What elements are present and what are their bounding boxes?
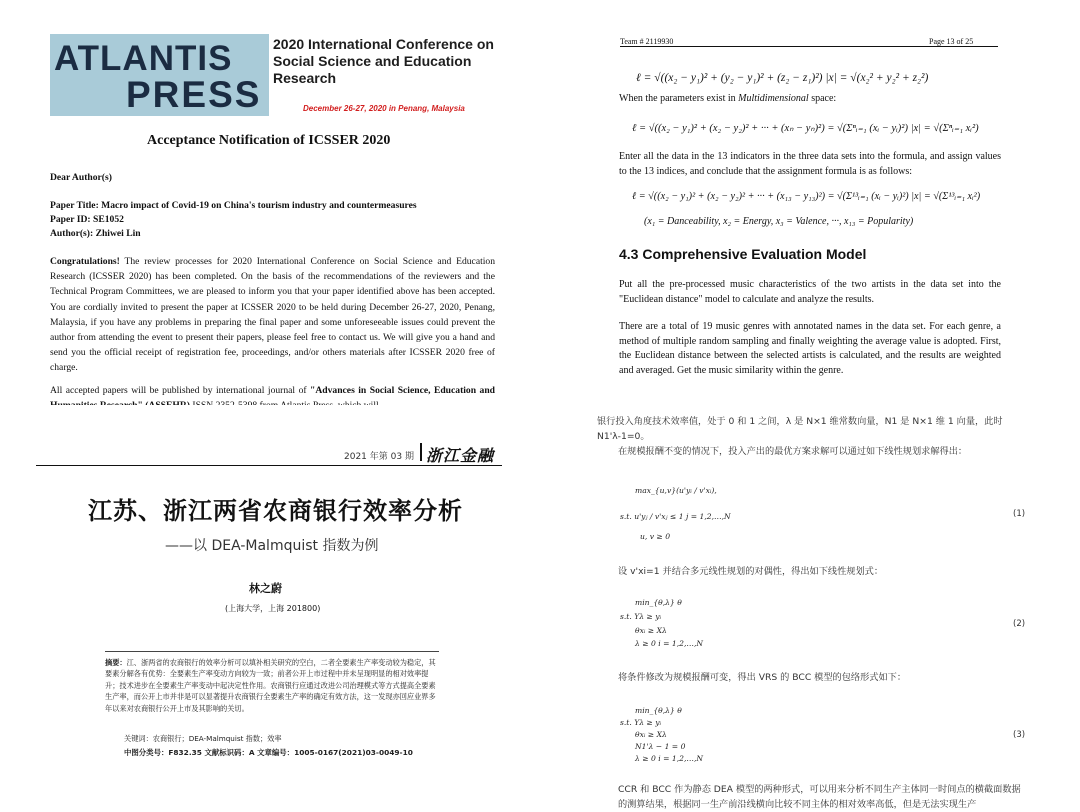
atlantis-press-logo [50, 34, 269, 116]
paper-id: Paper ID: SE1052 [50, 214, 124, 225]
team-number: Team # 2119930 [620, 37, 674, 46]
equation-ndim-distance: ℓ = √((x₂ − y₁)² + (x₂ − y₂)² + ··· + (xₙ − yₙ)²) = √(Σⁿᵢ₌₁ (xᵢ − yᵢ)²) |x| = √(Σⁿᵢ₌₁ xᵢ²) [632, 123, 979, 134]
body-text: The review processes for 2020 International Conference on Social Science and Education Research (ICSSER 2020) has been completed. On the basis of the recommendations of the reviewers and the Technical Program Committees, we are pleased to inform you that your paper identified above has been accepted. You are cordially invited to present the paper at ICSSER 2020 to be held during December 26-27, 2020, Penang, Malaysia, if you have any problems in preparing the final paper and some unforeseeable issues could prevent the author from attending the event to present their papers, please feel free to contact us. We will give you a hand and send you the official receipt of registration fee, proceedings, and/or others materials after ICSSER 2020 free of charge. [50, 256, 495, 374]
model-3-constraint-3: N1'λ − 1 = 0 [635, 742, 686, 751]
model-3-constraint-4: λ ≥ 0 i = 1,2,…,N [635, 754, 704, 763]
dea-model-panel [540, 405, 1080, 810]
math-paper-panel [540, 0, 1080, 405]
evaluation-paragraph-1: Put all the pre-processed music characteristics of the two artists in the data set into the "Euclidean distance" model to calculate and analyze the results. [619, 279, 1001, 305]
model-2-constraint-3: λ ≥ 0 i = 1,2,…,N [635, 639, 704, 648]
notification-body [50, 254, 495, 376]
equation-number-2: (2) [1013, 619, 1026, 629]
model-1-constraint: s.t. u'yⱼ / v'xⱼ ≤ 1 j = 1,2,…,N [620, 512, 731, 521]
equation-3d-distance: ℓ = √((x₂ − y₁)² + (y₂ − y₁)² + (z₂ − z₁)²) |x| = √(x₂² + y₂² + z₂²) [636, 72, 929, 84]
logo-line-1: ATLANTIS [54, 39, 233, 78]
conference-title: 2020 International Conference on Social Science and Education Research [273, 36, 494, 86]
model-2-objective: min_{θ,λ} θ [635, 598, 682, 607]
dea-paragraph-4: 将条件修改为规模报酬可变，得出 VRS 的 BCC 模型的包络形式如下： [618, 672, 907, 683]
article-subtitle: ——以 DEA-Malmquist 指数为例 [165, 538, 379, 554]
congrats-text: Congratulations! [50, 256, 120, 267]
multidim-intro-pre: When the parameters exist in [619, 93, 739, 104]
equation-number-3: (3) [1013, 730, 1026, 740]
section-heading-4-3: 4.3 Comprehensive Evaluation Model [619, 246, 867, 262]
abstract-label: 摘要： [105, 658, 127, 667]
keywords: 关键词：农商银行；DEA-Malmquist 指数；效率 [124, 734, 282, 743]
model-2-constraint-1: s.t. Yλ ≥ yᵢ [620, 612, 662, 621]
multidim-intro-post: space: [808, 93, 837, 104]
model-1-objective: max_{u,v}(u'yᵢ / v'xᵢ), [635, 486, 717, 495]
assignment-paragraph: Enter all the data in the 13 indicators in the three data sets into the formula, and assign values to the 13 indices, and conclude that the assignment formula is as follows: [619, 151, 1001, 177]
abstract [105, 657, 439, 714]
publication-journal: "Advances in Social Science, Education and [310, 385, 495, 396]
acceptance-notification-panel [0, 0, 540, 405]
indicator-definitions: (x₁ = Danceability, x₂ = Energy, x₃ = Valence, ···, x₁₃ = Popularity) [644, 216, 914, 227]
header-rule [620, 46, 998, 47]
paper-authors: Author(s): Zhiwei Lin [50, 228, 141, 239]
equation-number-1: (1) [1013, 509, 1026, 519]
paper-title: Paper Title: Macro impact of Covid-19 on China's tourism industry and countermeasures [50, 200, 417, 211]
journal-name: 浙江金融 [426, 446, 495, 465]
model-3-objective: min_{θ,λ} θ [635, 706, 682, 715]
dea-paragraph-2: 在规模报酬不变的情况下，投入产出的最优方案求解可以通过如下线性规划求解得出： [618, 446, 968, 457]
model-2-constraint-2: θxᵢ ≥ Xλ [635, 626, 667, 635]
dea-paragraph-5: CCR 和 BCC 作为静态 DEA 模型的两种形式，可以用来分析不同生产主体同一时间点的横截面数据的测算结果，根据同一生产前沿线横向比较不同主体的相对效率高低，但是无法实现生产 [618, 784, 1021, 810]
logo-line-2: PRESS [126, 74, 262, 115]
notification-heading: Acceptance Notification of ICSSER 2020 [147, 133, 391, 148]
model-1-nonneg: u, v ≥ 0 [640, 532, 671, 541]
publication-note-start: All accepted papers will be published by international journal of [50, 385, 311, 396]
abstract-text: 江、浙两省的农商银行的效率分析可以填补相关研究的空白，二者全要素生产率变动较为稳定，其要素分解各有优势：全要素生产率变动方向较为一致；前者公开上市过程中并未呈现明显的相对效率提升；技术进步在全要素生产率变动中起决定性作用。农商银行应通过改进公司治理模式等方式提高全要素生产率，而公开上市并非是可以显著提升农商银行全要素生产率的确定有效方法，这一发现亦回应业界多年以来对农商银行公开上市及其影响的关切。 [105, 658, 436, 713]
equation-13-indicators: ℓ = √((x₂ − y₁)² + (x₂ − y₂)² + ··· + (x₁₃ − y₁₃)²) = √(Σ¹³ᵢ₌₁ (xᵢ − yᵢ)²) |x| = √(Σ¹³ᵢ₌₁ xᵢ²) [632, 191, 981, 202]
page-number: Page 13 of 25 [929, 37, 974, 46]
multidim-intro [619, 92, 1001, 107]
model-3-constraint-1: s.t. Yλ ≥ yᵢ [620, 718, 662, 727]
abstract-rule [105, 651, 439, 652]
classification-number: 中图分类号：F832.35 文献标识码：A 文章编号：1005-0167(2021)03-0049-10 [124, 748, 413, 757]
issue-label: 2021 年第 03 期 [344, 452, 414, 462]
paper-info [50, 199, 495, 241]
conference-date: December 26-27, 2020 in Penang, Malaysia [303, 104, 465, 113]
evaluation-paragraph-2: There are a total of 19 music genres with annotated names in the data set. For each genre, a method of multiple random sampling and finally weighting the average value is adopted. First, the Euclidean distance between the selected artists is calculated, and the results are weighted and averaged. Get the music similarity within the genre. [619, 321, 1001, 376]
model-3-constraint-2: θxᵢ ≥ Xλ [635, 730, 667, 739]
article-title: 江苏、浙江两省农商银行效率分析 [88, 496, 463, 525]
salutation: Dear Author(s) [50, 172, 112, 183]
chinese-journal-title-panel [0, 405, 540, 810]
header-rule [36, 465, 502, 466]
dea-paragraph-1: 银行投入角度技术效率值，处于 0 和 1 之间，λ 是 N×1 维常数向量，N1 是 N×1 维 1 向量，此时 N1'λ-1=0。 [597, 416, 1003, 442]
article-author: 林之蔚 [249, 582, 282, 595]
multidim-intro-italic: Multidimensional [738, 93, 809, 104]
author-affiliation: (上海大学，上海 201800) [225, 604, 321, 613]
dea-paragraph-3: 设 v'xi=1 并结合多元线性规划的对偶性，得出如下线性规划式： [618, 566, 884, 577]
journal-separator [420, 443, 422, 461]
